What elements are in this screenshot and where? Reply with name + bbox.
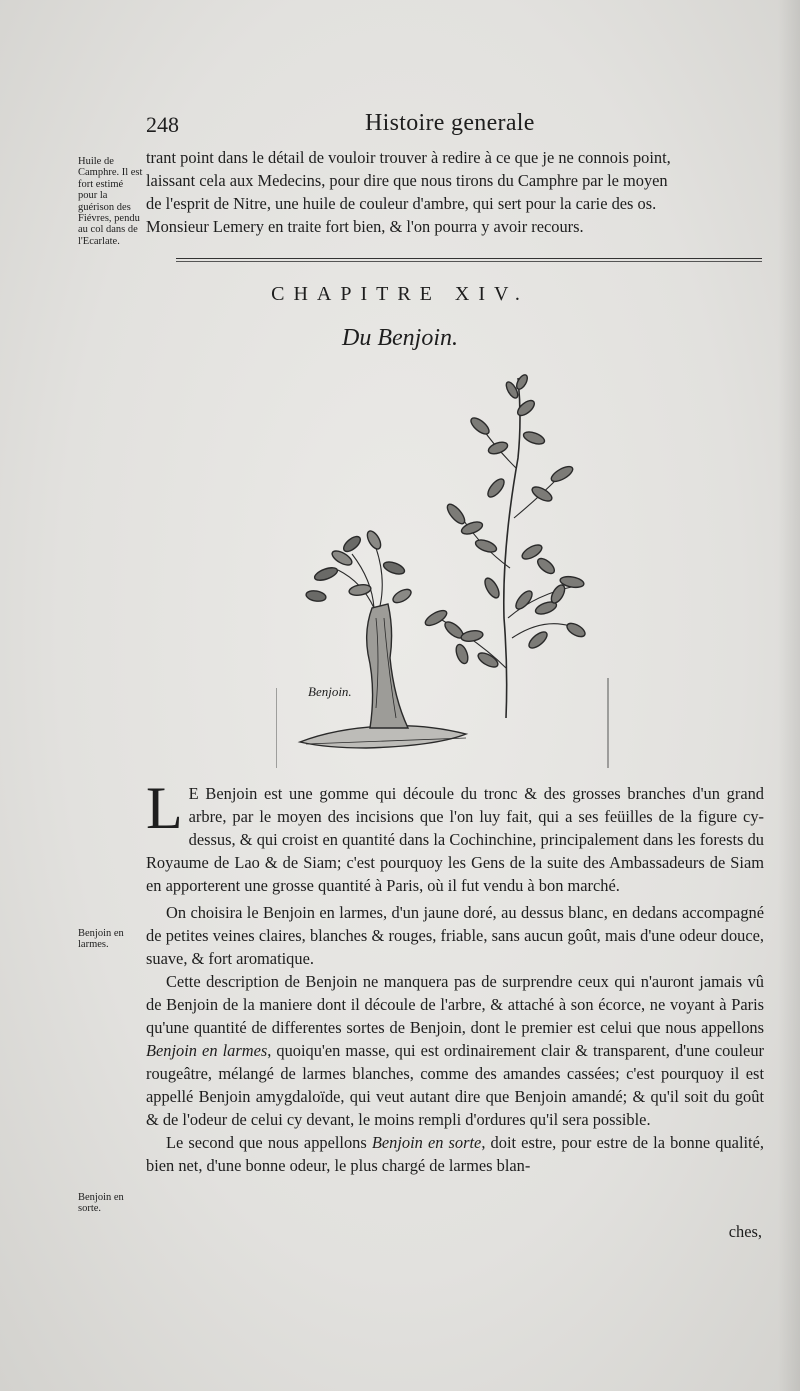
text-line: trant point dans le détail de vouloir trouver à redire à ce que je ne connois point, [146, 148, 671, 167]
benjoin-tree-engraving [276, 368, 612, 772]
continuation-paragraph [146, 146, 764, 238]
paragraph-3-text-a: Cette description de Benjoin ne manquera pas de surprendre ceux qui n'auront jamais vû de Benjoin de la maniere dont il découle de l'arbre, & attaché à son écorce, ne voyant à Paris qu'une quantité de differentes sortes de Benjoin, dont le premier est celui que nous appellons [146, 972, 764, 1037]
plate-label: Benjoin. [308, 684, 352, 699]
main-text [146, 775, 764, 1177]
chapter-subtitle: Du Benjoin. [342, 325, 458, 351]
chapter-title: CHAPITRE XIV. [271, 283, 529, 305]
text-line: de l'esprit de Nitre, une huile de couleur d'ambre, qui sert pour la carie des os. [146, 194, 657, 213]
paragraph-4 [146, 1131, 764, 1177]
paragraph-3-italic: Benjoin en larmes [146, 1041, 268, 1060]
catchword: ches, [728, 1222, 762, 1241]
page-number: 248 [146, 112, 179, 137]
paragraph-4-text-b: , doit estre, pour estre de la bonne qualité, bien net, d'une bonne odeur, le plus chargé de larmes blan- [146, 1133, 764, 1175]
text-line: laissant cela aux Medecins, pour dire que nous tirons du Camphre par le moyen [146, 171, 668, 190]
text-line: Monsieur Lemery en traite fort bien, & l'on pourra y avoir recours. [146, 217, 584, 236]
margin-note-benjoin-sorte: Benjoin en sorte. [78, 1192, 124, 1215]
paragraph-2 [146, 901, 764, 970]
section-divider [176, 258, 762, 262]
paragraph-1 [146, 775, 764, 897]
margin-note-benjoin-larmes: Benjoin en larmes. [78, 928, 124, 951]
drop-cap: L [146, 775, 183, 841]
tree-illustration [276, 368, 612, 772]
paragraph-2-text: On choisira le Benjoin en larmes, d'un jaune doré, au dessus blanc, en dedans accompagné de petites veines claires, blanches & rouges, friable, sans aucun goût, mais d'une odeur douce, suave, & fort aromatique. [146, 903, 764, 968]
margin-note-camphre: Huile de Camphre. Il est fort estimé pour la guérison des Fiévres, pendu au col dans de l'Ecarlate. [78, 156, 143, 247]
page-gutter-shadow [778, 0, 800, 1391]
paragraph-3 [146, 970, 764, 1131]
running-head: Histoire generale [365, 110, 535, 136]
paragraph-4-italic: Benjoin en sorte [371, 1133, 482, 1152]
paragraph-3-text-b: , quoiqu'en masse, qui est ordinairement clair & transparent, d'une couleur rougeâtre, mélangé de larmes blanches, comme des amandes cassées; c'est pourquoy il est appellé Benjoin amygdaloïde, qui veut autant dire que Benjoin amandé; & qu'il soit du goût & de l'odeur de celui cy devant, le moins rempli d'ordures qu'il sera possible. [146, 1041, 764, 1129]
paragraph-1-text: E Benjoin est une gomme qui découle du tronc & des grosses branches d'un grand arbre, par le moyen des incisions que l'on luy fait, qui a ses feüilles de la figure cy-dessus, & qui croist en quantité dans la Cochinchine, principalement dans les forests du Royaume de Lao & de Siam; c'est pourquoy les Gens de la suite des Ambassadeurs de Siam en apporterent une grosse quantité à Paris, où il fut vendu à bon marché. [146, 784, 764, 895]
paragraph-4-text-a: Le second que nous appellons [166, 1133, 372, 1152]
